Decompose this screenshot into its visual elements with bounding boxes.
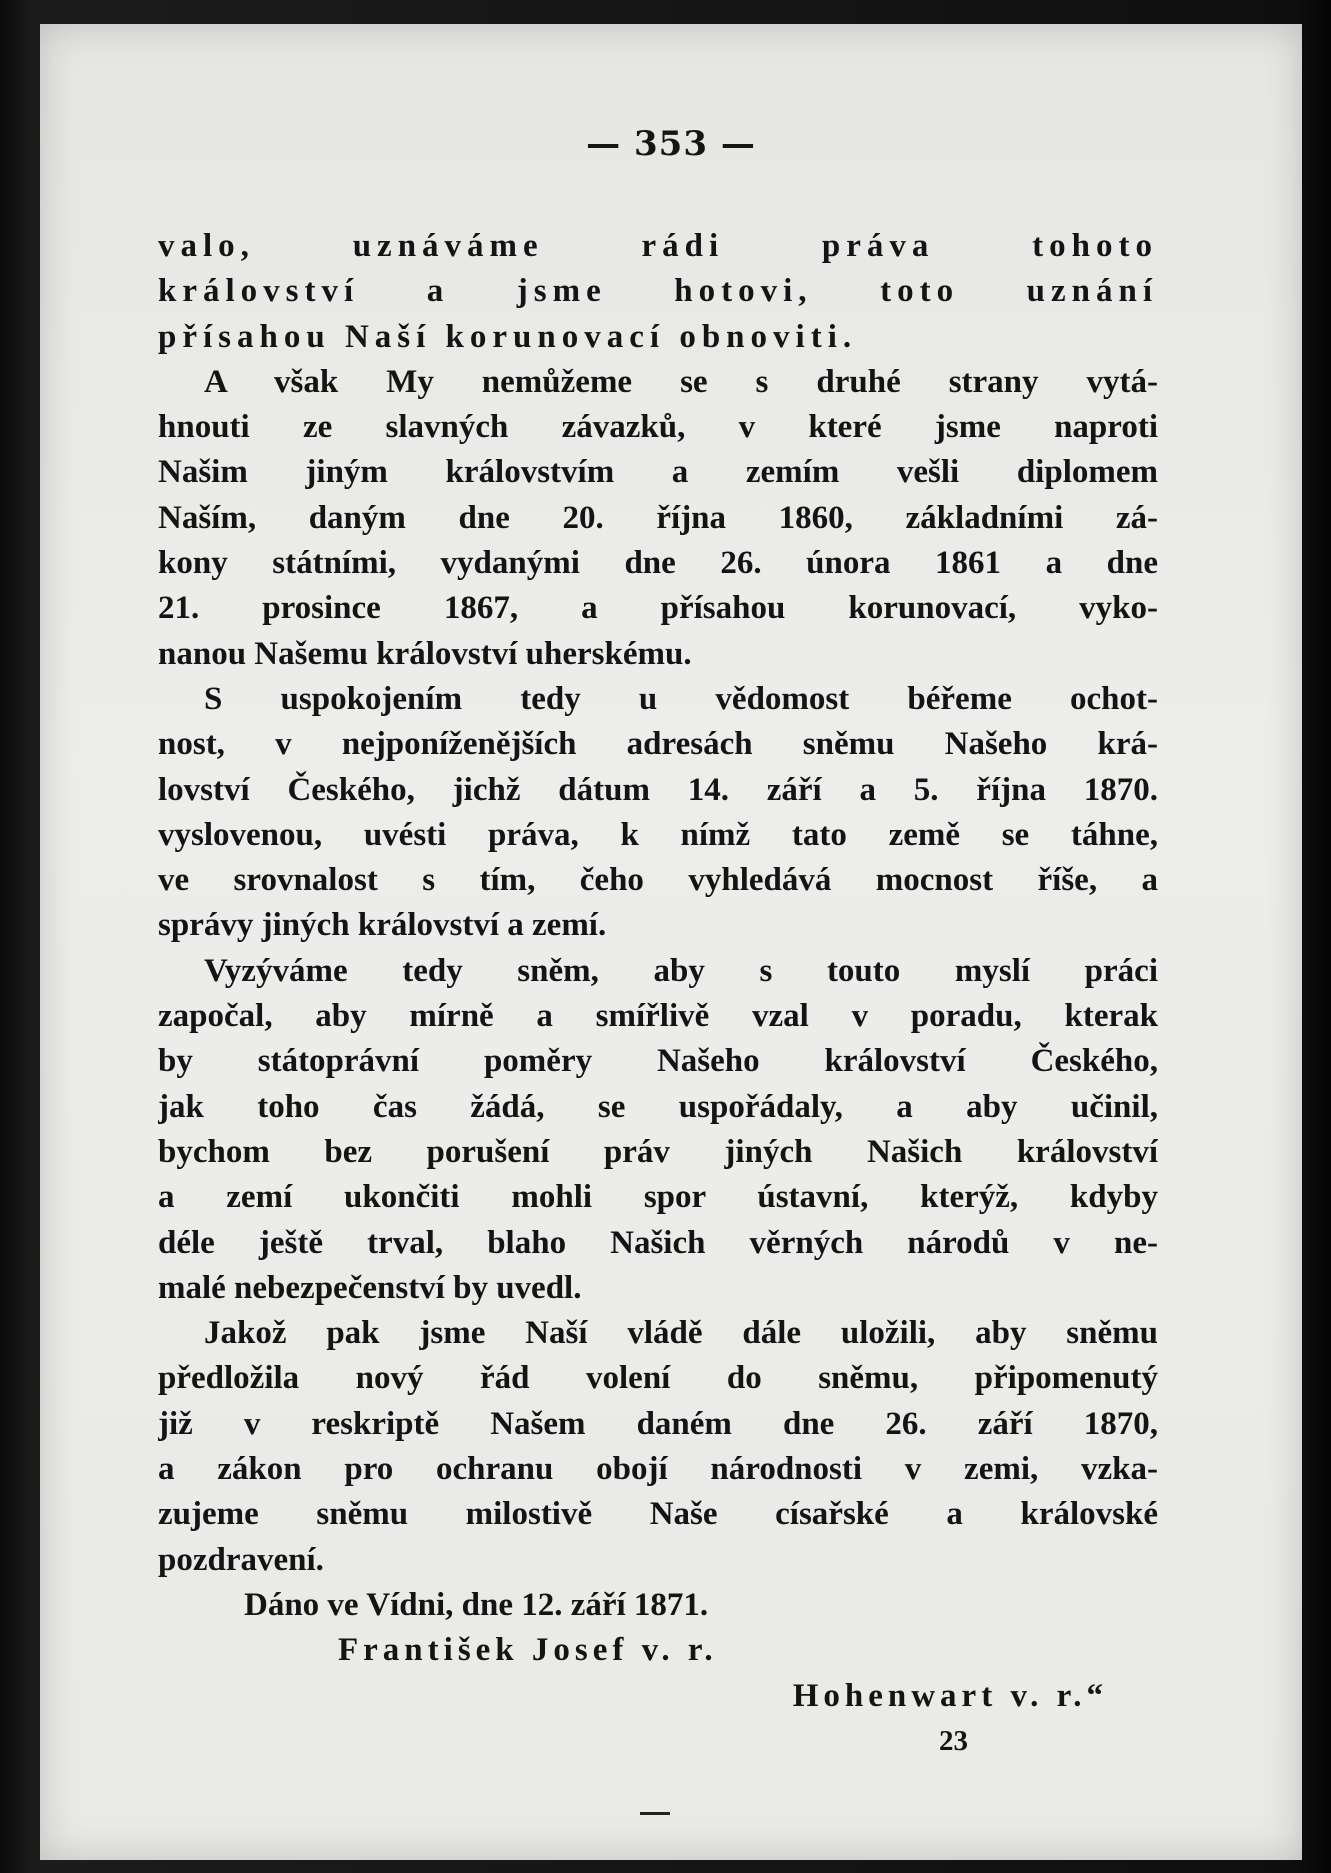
text-line: již v reskriptě Našem daném dne 26. září 1870,: [158, 1405, 1158, 1442]
footer-dash: [640, 1812, 670, 1815]
paragraph-start-line: A však My nemůžeme se s druhé strany vytá-: [204, 363, 1158, 400]
dateline: Dáno ve Vídni, dne 12. září 1871.: [244, 1586, 709, 1623]
paragraph-start-line: Jakož pak jsme Naší vládě dále uložili, aby sněmu: [204, 1315, 1158, 1352]
text-line: a zemí ukončiti mohli spor ústavní, kterýž, kdyby: [158, 1179, 1158, 1216]
text-line: 21. prosince 1867, a přísahou korunovací, vyko-: [158, 590, 1158, 627]
text-line: kony státními, vydanými dne 26. února 1861 a dne: [158, 545, 1158, 582]
text-line: nanou Našemu království uherskému.: [158, 635, 692, 672]
text-line: ve srovnalost s tím, čeho vyhledává mocnost říše, a: [158, 862, 1158, 899]
text-line: nost, v nejponíženějších adresách sněmu Našeho krá-: [158, 726, 1158, 763]
paragraph-start-line: Vyzýváme tedy sněm, aby s touto myslí práci: [204, 952, 1158, 989]
text-line: bychom bez porušení práv jiných Našich království: [158, 1133, 1158, 1170]
signature-minister: Hohenwart v. r.“: [792, 1677, 1108, 1714]
body-text: [158, 224, 1158, 1764]
text-line: předložila nový řád volení do sněmu, připomenutý: [158, 1360, 1158, 1397]
page-sheet: [40, 24, 1302, 1860]
text-line: déle ještě trval, blaho Našich věrných národů v ne-: [158, 1224, 1158, 1261]
text-line: hnouti ze slavných závazků, v které jsme naproti: [158, 409, 1158, 446]
text-line: vyslovenou, uvésti práva, k nímž tato země se táhne,: [158, 816, 1158, 853]
signature-mark: 23: [939, 1724, 968, 1757]
text-line: zujeme sněmu milostivě Naše císařské a královské: [158, 1496, 1158, 1533]
text-line: Naším, daným dne 20. října 1860, základními zá-: [158, 499, 1158, 536]
text-line: pozdravení.: [158, 1541, 324, 1578]
text-line: jak toho čas žádá, se uspořádaly, a aby učinil,: [158, 1088, 1158, 1125]
text-line: valo, uznáváme rádi práva tohoto: [158, 228, 1158, 264]
text-line: malé nebezpečenství by uvedl.: [158, 1269, 582, 1306]
text-line: království a jsme hotovi, toto uznání: [158, 273, 1158, 310]
text-line: přísahou Naší korunovací obnoviti.: [158, 318, 858, 355]
page-number: — 353 —: [586, 124, 756, 164]
text-line: a zákon pro ochranu obojí národnosti v zemi, vzka-: [158, 1451, 1158, 1488]
text-line: by státoprávní poměry Našeho království Českého,: [158, 1043, 1158, 1080]
text-line: započal, aby mírně a smířlivě vzal v poradu, kterak: [158, 998, 1158, 1035]
paragraph-start-line: S uspokojením tedy u vědomost béřeme ochot-: [204, 680, 1158, 717]
text-line: Našim jiným královstvím a zemím vešli diplomem: [158, 454, 1158, 491]
text-line: správy jiných království a zemí.: [158, 907, 607, 944]
signature-emperor: František Josef v. r.: [338, 1632, 718, 1669]
text-line: lovství Českého, jichž dátum 14. září a 5. října 1870.: [158, 771, 1158, 808]
